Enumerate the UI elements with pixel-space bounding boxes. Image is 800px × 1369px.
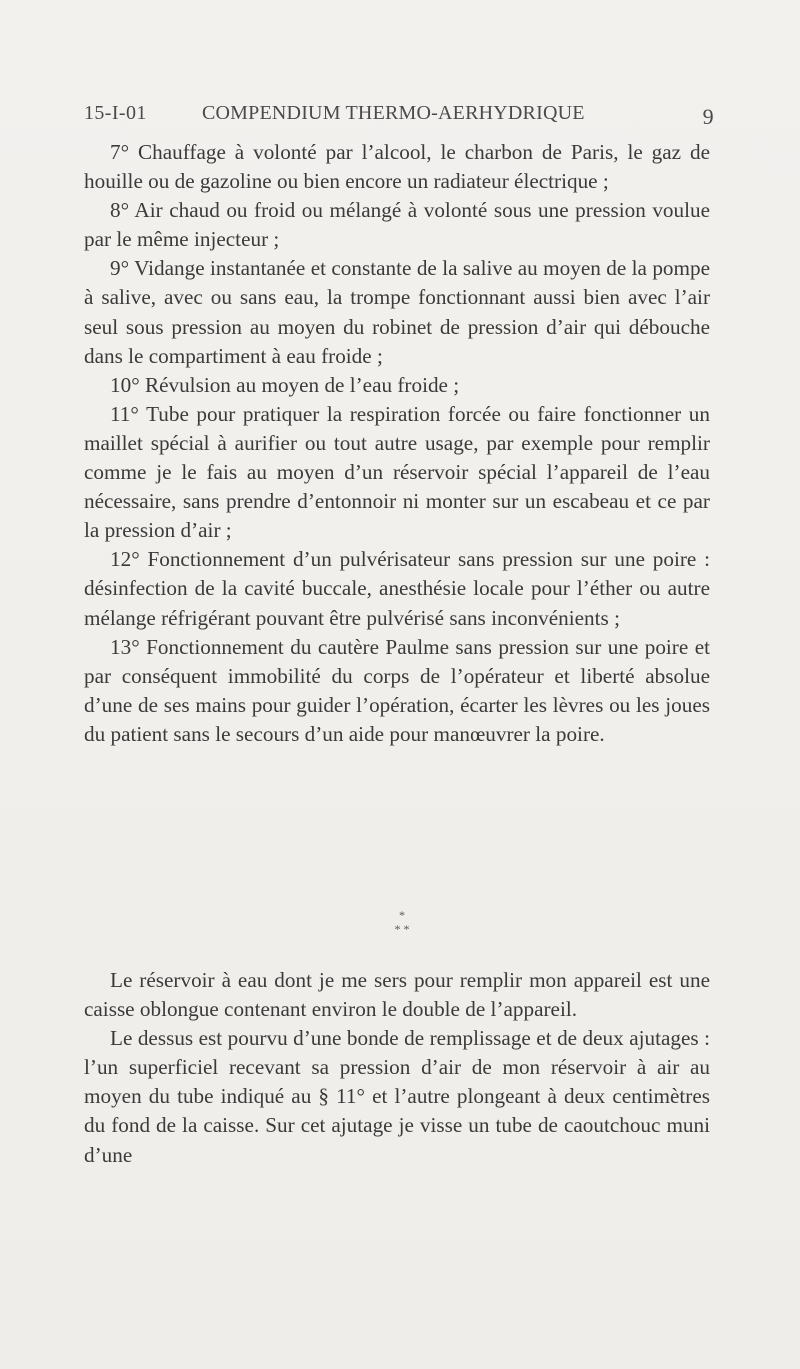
running-head — [84, 102, 714, 136]
list-item-12: 12° Fonctionnement d’un pulvérisateur sans pression sur une poire : désinfection de la cavité buccale, anesthésie locale pour l’éther ou autre mélange réfrigérant pouvant être pulvérisé sans inconvénients ; — [84, 547, 710, 630]
body-paragraphs — [84, 966, 710, 1170]
paragraph: Le dessus est pourvu d’une bonde de remplissage et de deux ajutages : l’un superficiel recevant sa pression d’air de mon réservoir à air au moyen du tube indiqué au § 11° et l’autre plongeant à deux centimètres du fond de la caisse. Sur cet ajutage je visse un tube de caoutchouc muni d’une — [84, 1026, 710, 1167]
list-item-10: 10° Révulsion au moyen de l’eau froide ; — [110, 372, 460, 397]
asterism-separator — [372, 908, 432, 942]
header-date: 15-I-01 — [84, 102, 147, 124]
asterism-bottom: * * — [394, 922, 410, 936]
page-number: 9 — [702, 104, 714, 129]
numbered-list — [84, 138, 710, 749]
asterism-top: * — [399, 908, 405, 922]
header-title: COMPENDIUM THERMO-AERHYDRIQUE — [202, 102, 585, 124]
list-item-9: 9° Vidange instantanée et constante de la salive au moyen de la pompe à salive, avec ou sans eau, la trompe fonctionnant aussi bien avec l’air seul sous pression au moyen du robinet de pression d’air qui débouche dans le compartiment à eau froide ; — [84, 256, 710, 368]
list-item-11: 11° Tube pour pratiquer la respiration forcée ou faire fonctionner un maillet spécial à aurifier ou tout autre usage, par exemple pour remplir comme je le fais au moyen d’un réservoir spécial l’appareil de l’eau nécessaire, sans prendre d’entonnoir ni monter sur un escabeau et ce par la pression d’air ; — [84, 401, 710, 543]
list-item-8: 8° Air chaud ou froid ou mélangé à volonté sous une pression voulue par le même injecteur ; — [84, 198, 710, 252]
list-item-7: 7° Chauffage à volonté par l’alcool, le charbon de Paris, le gaz de houille ou de gazoline ou bien encore un radiateur électrique ; — [84, 140, 710, 194]
paragraph: Le réservoir à eau dont je me sers pour remplir mon appareil est une caisse oblongue contenant environ le double de l’appareil. — [84, 968, 710, 1022]
list-item-13: 13° Fonctionnement du cautère Paulme sans pression sur une poire et par conséquent immobilité du corps de l’opérateur et liberté absolue d’une de ses mains pour guider l’opération, écarter les lèvres ou les joues du patient sans le secours d’un aide pour manœuvrer la poire. — [84, 634, 710, 746]
